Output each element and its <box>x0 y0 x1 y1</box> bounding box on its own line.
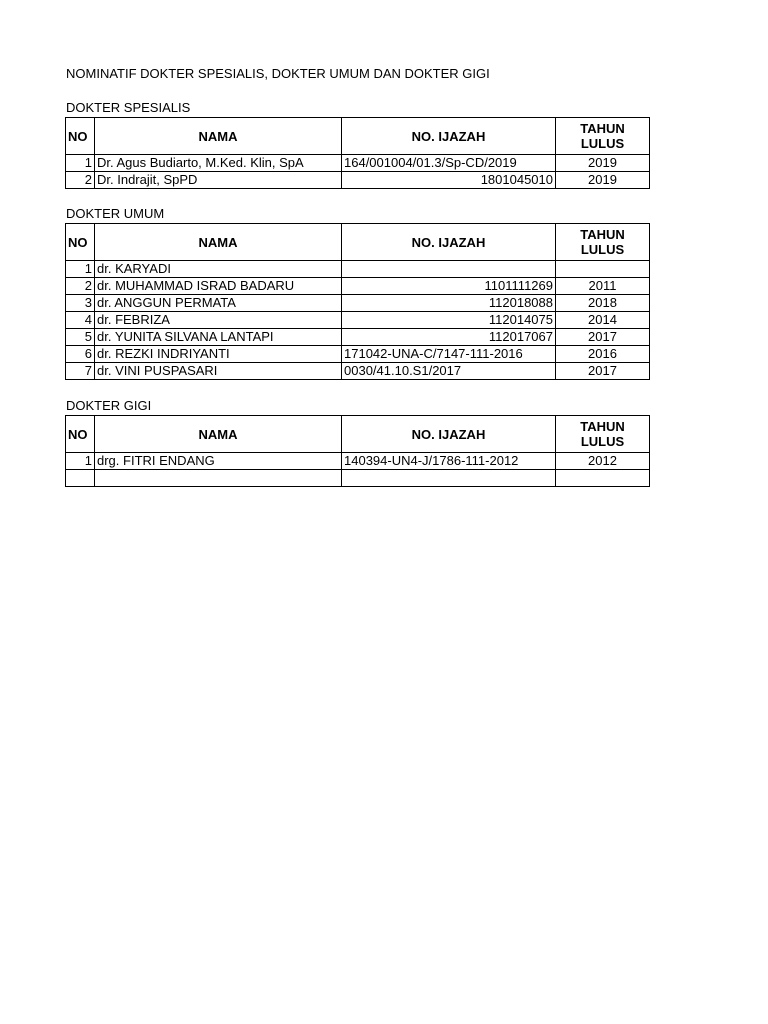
cell-tahun-lulus: 2014 <box>556 312 650 329</box>
cell-tahun-lulus: 2011 <box>556 278 650 295</box>
cell-nama: dr. FEBRIZA <box>95 312 342 329</box>
cell-ijazah: 164/001004/01.3/Sp-CD/2019 <box>342 155 556 172</box>
cell-no: 5 <box>66 329 95 346</box>
cell-tahun-lulus: 2019 <box>556 155 650 172</box>
table-row <box>66 261 650 278</box>
cell-nama: dr. MUHAMMAD ISRAD BADARU <box>95 278 342 295</box>
cell-nama: dr. VINI PUSPASARI <box>95 363 342 380</box>
table-header-row <box>66 224 650 261</box>
header-tahun-lulus: TAHUN LULUS <box>556 416 650 453</box>
header-tahun-lulus: TAHUN LULUS <box>556 224 650 261</box>
cell-no <box>66 470 95 487</box>
table-gigi <box>65 415 650 487</box>
table-row <box>66 470 650 487</box>
cell-ijazah <box>342 470 556 487</box>
table-row <box>66 346 650 363</box>
table-umum <box>65 223 650 380</box>
cell-ijazah: 112018088 <box>342 295 556 312</box>
header-nama: NAMA <box>95 416 342 453</box>
header-nama: NAMA <box>95 224 342 261</box>
cell-nama <box>95 470 342 487</box>
cell-ijazah: 171042-UNA-C/7147-111-2016 <box>342 346 556 363</box>
table-row <box>66 363 650 380</box>
cell-ijazah <box>342 261 556 278</box>
header-no: NO <box>66 416 95 453</box>
cell-tahun-lulus: 2018 <box>556 295 650 312</box>
header-no: NO <box>66 224 95 261</box>
cell-tahun-lulus: 2016 <box>556 346 650 363</box>
header-tahun-lulus: TAHUN LULUS <box>556 118 650 155</box>
cell-nama: drg. FITRI ENDANG <box>95 453 342 470</box>
document-title: NOMINATIF DOKTER SPESIALIS, DOKTER UMUM DAN DOKTER GIGI <box>66 66 490 81</box>
cell-tahun-lulus: 2019 <box>556 172 650 189</box>
cell-no: 1 <box>66 261 95 278</box>
table-row <box>66 329 650 346</box>
table-header-row <box>66 416 650 453</box>
cell-nama: dr. ANGGUN PERMATA <box>95 295 342 312</box>
cell-nama: Dr. Indrajit, SpPD <box>95 172 342 189</box>
cell-no: 3 <box>66 295 95 312</box>
cell-nama: dr. KARYADI <box>95 261 342 278</box>
cell-tahun-lulus: 2017 <box>556 329 650 346</box>
cell-tahun-lulus <box>556 261 650 278</box>
section-title-gigi: DOKTER GIGI <box>66 398 152 413</box>
table-row <box>66 312 650 329</box>
cell-ijazah: 112017067 <box>342 329 556 346</box>
cell-nama: Dr. Agus Budiarto, M.Ked. Klin, SpA <box>95 155 342 172</box>
table-row <box>66 278 650 295</box>
cell-ijazah: 0030/41.10.S1/2017 <box>342 363 556 380</box>
cell-no: 4 <box>66 312 95 329</box>
cell-no: 7 <box>66 363 95 380</box>
cell-no: 1 <box>66 453 95 470</box>
cell-nama: dr. YUNITA SILVANA LANTAPI <box>95 329 342 346</box>
cell-no: 2 <box>66 172 95 189</box>
table-header-row <box>66 118 650 155</box>
section-title-umum: DOKTER UMUM <box>66 206 165 221</box>
header-ijazah: NO. IJAZAH <box>342 118 556 155</box>
cell-tahun-lulus <box>556 470 650 487</box>
table-row <box>66 453 650 470</box>
table-spesialis <box>65 117 650 189</box>
cell-no: 6 <box>66 346 95 363</box>
table-row <box>66 295 650 312</box>
cell-no: 2 <box>66 278 95 295</box>
cell-ijazah: 140394-UN4-J/1786-111-2012 <box>342 453 556 470</box>
cell-ijazah: 1101111269 <box>342 278 556 295</box>
cell-ijazah: 112014075 <box>342 312 556 329</box>
cell-ijazah: 1801045010 <box>342 172 556 189</box>
header-no: NO <box>66 118 95 155</box>
header-nama: NAMA <box>95 118 342 155</box>
cell-tahun-lulus: 2012 <box>556 453 650 470</box>
header-ijazah: NO. IJAZAH <box>342 224 556 261</box>
cell-nama: dr. REZKI INDRIYANTI <box>95 346 342 363</box>
header-ijazah: NO. IJAZAH <box>342 416 556 453</box>
section-title-spesialis: DOKTER SPESIALIS <box>66 100 191 115</box>
table-row <box>66 155 650 172</box>
table-row <box>66 172 650 189</box>
cell-no: 1 <box>66 155 95 172</box>
cell-tahun-lulus: 2017 <box>556 363 650 380</box>
